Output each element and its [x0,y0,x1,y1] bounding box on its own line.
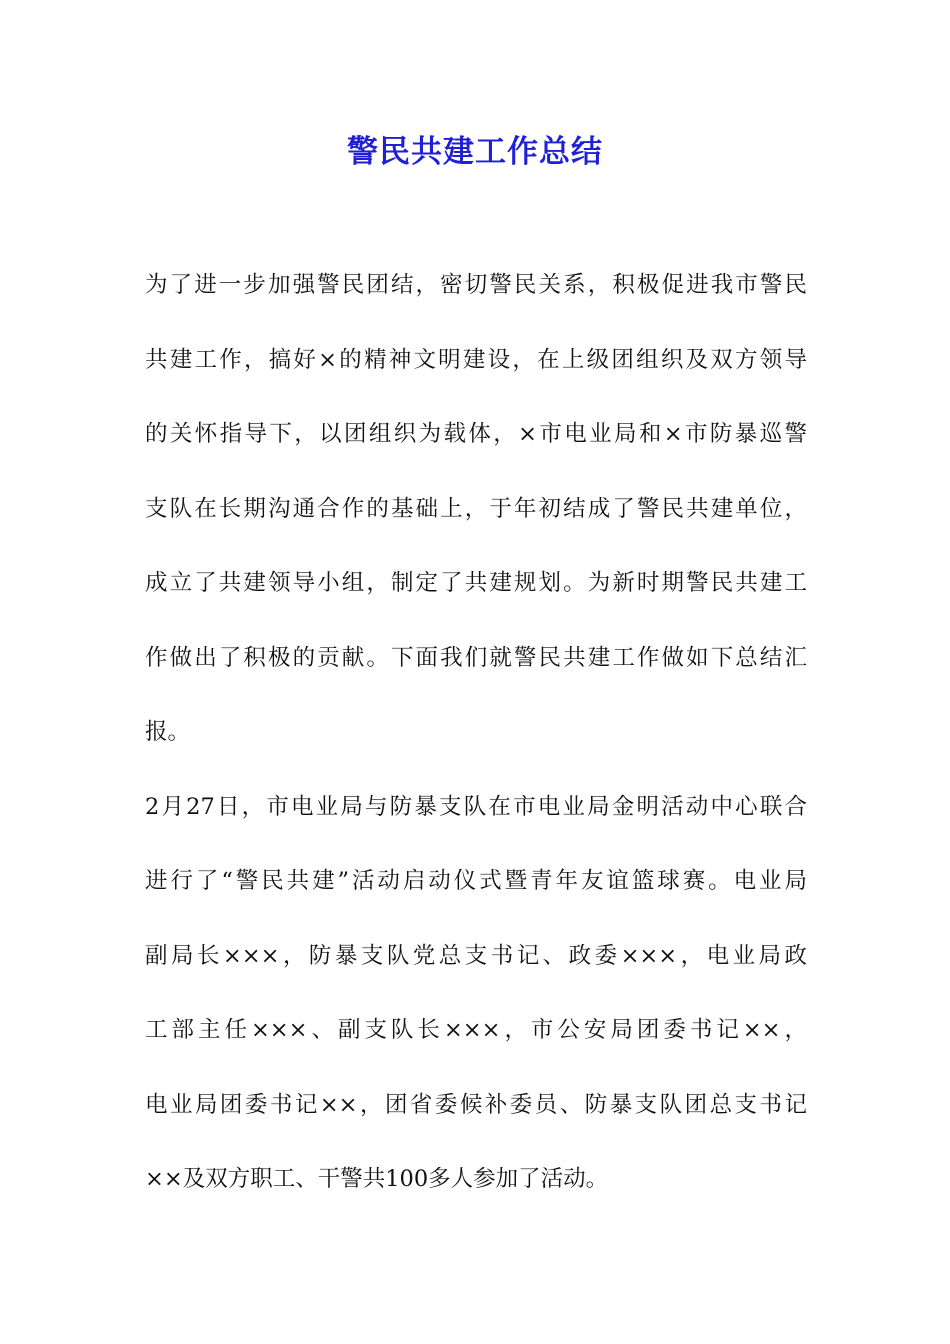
text-line: 的关怀指导下，以团组织为载体，×市电业局和×市防暴巡警 [145,421,807,447]
text-line: 为了进一步加强警民团结，密切警民关系，积极促进我市警民 [145,272,807,298]
text-line: ××及双方职工、干警共100多人参加了活动。 [145,1166,609,1192]
document-body [145,262,807,1231]
paragraph [145,262,807,755]
text-line: 支队在长期沟通合作的基础上，于年初结成了警民共建单位， [145,495,807,522]
text-line: 电业局团委书记××，团省委候补委员、防暴支队团总支书记 [145,1091,807,1118]
text-line: 进行了“警民共建”活动启动仪式暨青年友谊篮球赛。电业局 [145,868,807,894]
text-line: 报。 [145,719,191,745]
paragraph [145,784,807,1203]
text-line: 成立了共建领导小组，制定了共建规划。为新时期警民共建工 [145,570,807,596]
document-title: 警民共建工作总结 [347,134,603,170]
text-line: 副局长×××，防暴支队党总支书记、政委×××，电业局政 [145,942,807,969]
text-line: 工部主任×××、副支队长×××，市公安局团委书记××， [145,1017,807,1043]
text-line: 共建工作，搞好×的精神文明建设，在上级团组织及双方领导 [145,346,807,373]
text-line: 作做出了积极的贡献。下面我们就警民共建工作做如下总结汇 [145,644,807,671]
text-line: 2月27日，市电业局与防暴支队在市电业局金明活动中心联合 [145,793,807,820]
